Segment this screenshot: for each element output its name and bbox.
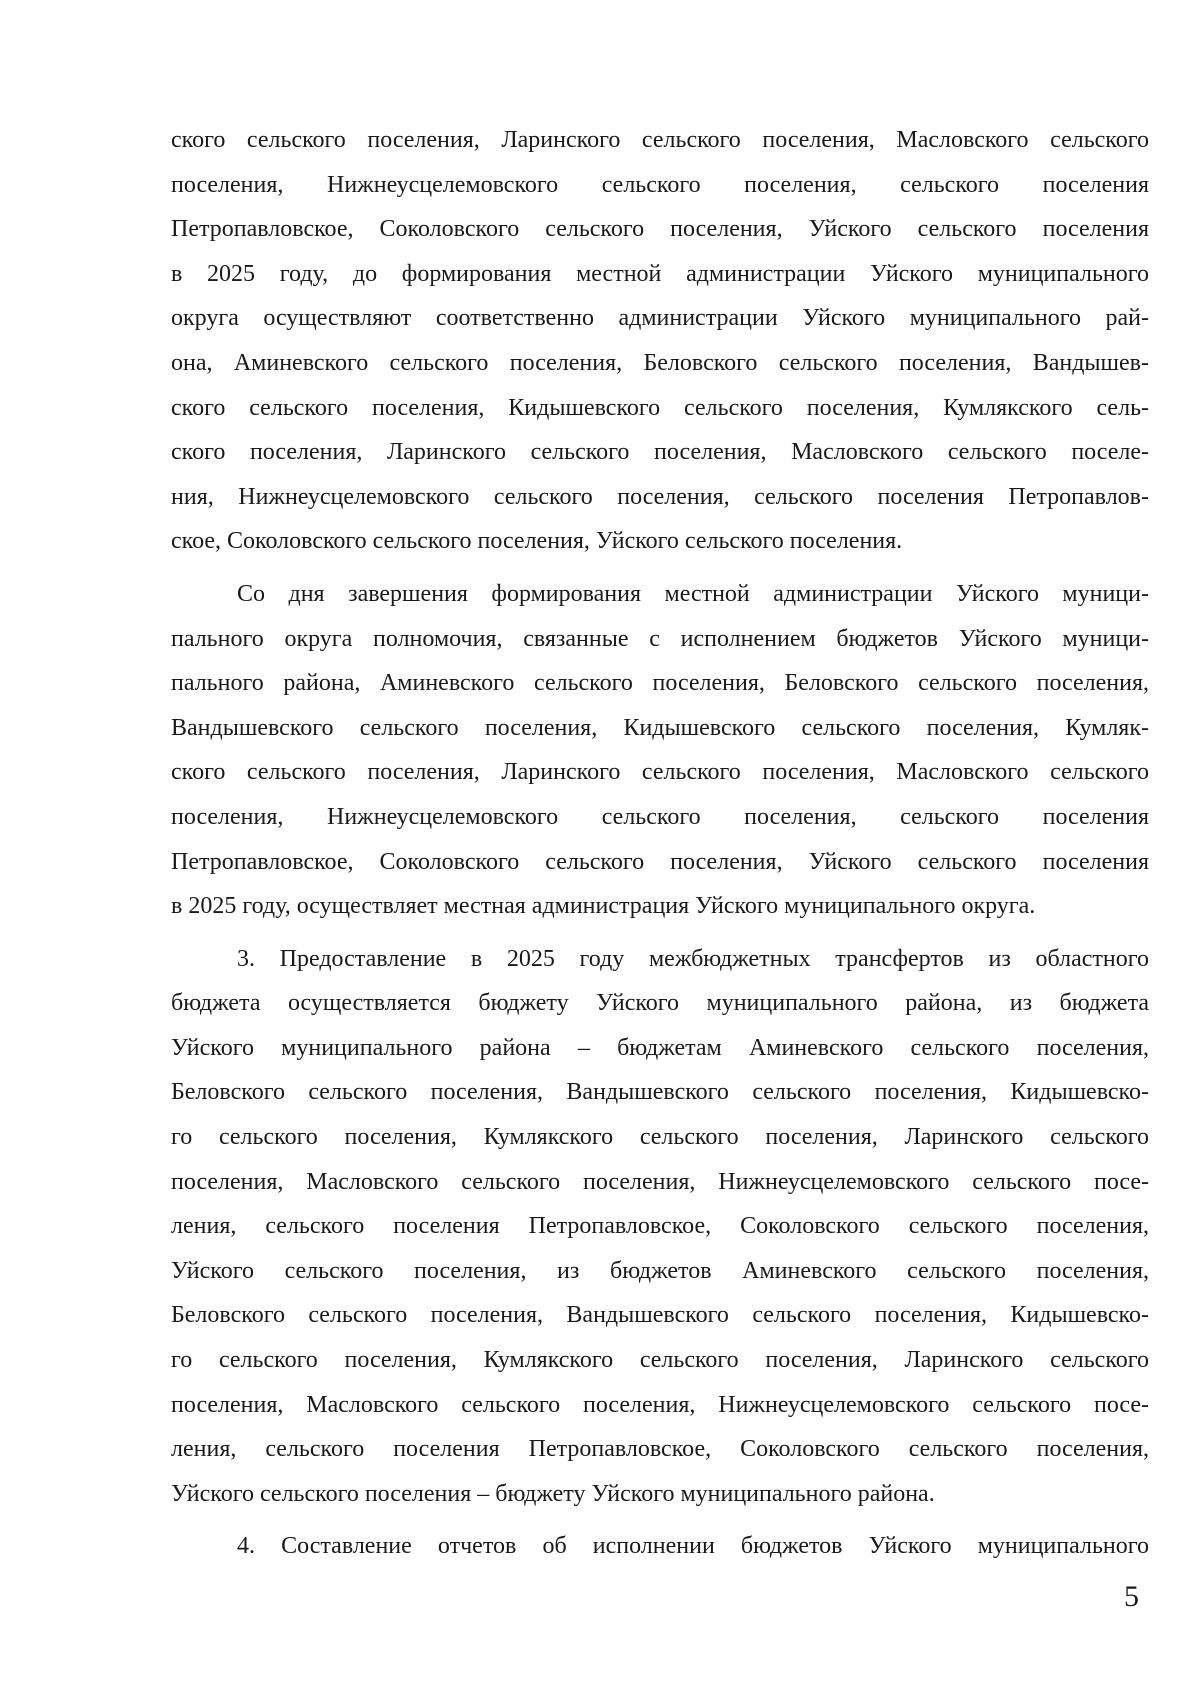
text-line: Уйского муниципального района – бюджетам Аминевского сельского поселения, xyxy=(171,1034,1149,1061)
page-number: 5 xyxy=(1124,1580,1139,1613)
text-line: ского сельского поселения, Ларинского сельского поселения, Масловского сельского xyxy=(171,127,1149,153)
text-line: округа осуществляют соответственно администрации Уйского муниципального рай- xyxy=(171,305,1149,332)
text-line: Беловского сельского поселения, Вандышевского сельского поселения, Кидышевско- xyxy=(171,1302,1149,1329)
text-line: Вандышевского сельского поселения, Кидышевского сельского поселения, Кумляк- xyxy=(171,714,1149,741)
text-line: Уйского сельского поселения – бюджету Уйского муниципального района. xyxy=(171,1480,935,1507)
text-line: ского сельского поселения, Кидышевского сельского поселения, Кумлякского сель- xyxy=(171,394,1149,421)
text-line: го сельского поселения, Кумлякского сельского поселения, Ларинского сельского xyxy=(171,1347,1149,1374)
text-line: ского сельского поселения, Ларинского сельского поселения, Масловского сельского xyxy=(171,759,1149,786)
text-line: Со дня завершения формирования местной администрации Уйского муници- xyxy=(237,580,1149,607)
paragraph xyxy=(171,1524,1149,1569)
paragraph xyxy=(171,937,1149,1517)
paragraph xyxy=(171,572,1149,929)
text-line: поселения, Нижнеусцелемовского сельского поселения, сельского поселения xyxy=(171,803,1149,830)
document-body xyxy=(171,118,1149,1569)
text-line: го сельского поселения, Кумлякского сельского поселения, Ларинского сельского xyxy=(171,1124,1149,1151)
text-line: ления, сельского поселения Петропавловское, Соколовского сельского поселения, xyxy=(171,1213,1149,1240)
text-line: Беловского сельского поселения, Вандышевского сельского поселения, Кидышевско- xyxy=(171,1079,1149,1106)
text-line: поселения, Нижнеусцелемовского сельского поселения, сельского поселения xyxy=(171,171,1149,198)
text-line: пального округа полномочия, связанные с исполнением бюджетов Уйского муници- xyxy=(171,625,1149,652)
text-line: в 2025 году, осуществляет местная администрация Уйского муниципального округа. xyxy=(171,893,1036,920)
text-line: ского поселения, Ларинского сельского поселения, Масловского сельского поселе- xyxy=(171,439,1149,466)
text-line: она, Аминевского сельского поселения, Беловского сельского поселения, Вандышев- xyxy=(171,349,1149,376)
text-line: в 2025 году, до формирования местной администрации Уйского муниципального xyxy=(171,260,1149,287)
text-line: 3. Предоставление в 2025 году межбюджетных трансфертов из областного xyxy=(237,945,1149,972)
text-line: Уйского сельского поселения, из бюджетов Аминевского сельского поселения, xyxy=(171,1257,1149,1284)
text-line: ления, сельского поселения Петропавловское, Соколовского сельского поселения, xyxy=(171,1436,1149,1463)
text-line: Петропавловское, Соколовского сельского поселения, Уйского сельского поселения xyxy=(171,848,1149,875)
text-line: бюджета осуществляется бюджету Уйского муниципального района, из бюджета xyxy=(171,990,1149,1017)
paragraph xyxy=(171,118,1149,564)
text-line: Петропавловское, Соколовского сельского поселения, Уйского сельского поселения xyxy=(171,216,1149,243)
text-line: ния, Нижнеусцелемовского сельского поселения, сельского поселения Петропавлов- xyxy=(171,483,1149,510)
text-line: 4. Составление отчетов об исполнении бюджетов Уйского муниципального xyxy=(237,1533,1149,1560)
text-line: пального района, Аминевского сельского поселения, Беловского сельского поселения, xyxy=(171,670,1149,697)
text-line: ское, Соколовского сельского поселения, Уйского сельского поселения. xyxy=(171,528,903,555)
text-line: поселения, Масловского сельского поселения, Нижнеусцелемовского сельского посе- xyxy=(171,1391,1149,1418)
text-line: поселения, Масловского сельского поселения, Нижнеусцелемовского сельского посе- xyxy=(171,1168,1149,1195)
